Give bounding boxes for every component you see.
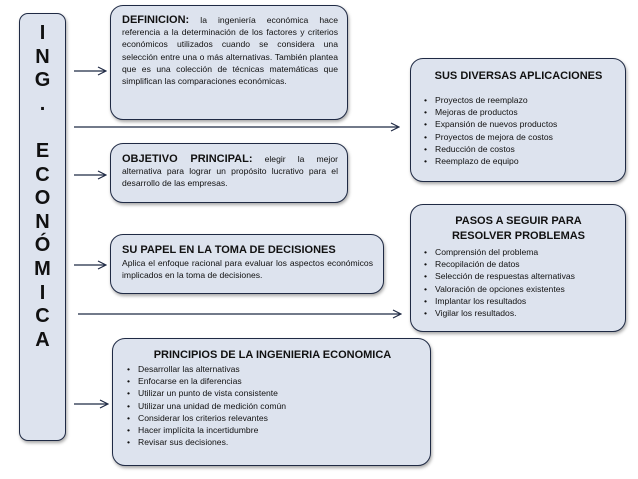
title-letter: O [34, 187, 51, 210]
list-item: • Enfocarse en la diferencias [125, 375, 420, 387]
objetivo-title: OBJETIVO PRINCIPAL: [122, 153, 253, 165]
list-item: • Proyectos de reemplazo [422, 94, 615, 106]
title-letter: A [35, 328, 50, 351]
title-letter: N [35, 45, 50, 68]
pasos-title-line2: RESOLVER PROBLEMAS [451, 230, 586, 242]
list-item: • Valoración de opciones existentes [422, 283, 615, 295]
list-item: • Implantar los resultados [422, 295, 615, 307]
title-letter: E [35, 139, 50, 162]
list-item: • Expansión de nuevos productos [422, 118, 615, 130]
title-letter: G [34, 69, 51, 92]
principios-title: PRINCIPIOS DE LA INGENIERIA ECONOMICA [153, 349, 392, 361]
title-letter: N [35, 210, 50, 233]
title-letter: . [39, 92, 46, 115]
papel-text: Aplica el enfoque racional para evaluar los aspectos económicos implicados en la toma de decisiones. [122, 258, 373, 281]
pasos-title-line1: PASOS A SEGUIR PARA [455, 215, 582, 227]
list-item: • Utilizar un punto de vista consistente [125, 387, 420, 399]
list-item: • Hacer implícita la incertidumbre [125, 424, 420, 436]
title-letter: I [39, 281, 46, 304]
aplicaciones-title: SUS DIVERSAS APLICACIONES [434, 70, 603, 82]
list-item: • Reemplazo de equipo [422, 155, 615, 167]
title-letter: Ó [34, 234, 51, 257]
list-item: • Revisar sus decisiones. [125, 436, 420, 448]
list-item: • Proyectos de mejora de costos [422, 131, 615, 143]
title-letter: C [35, 163, 50, 186]
title-letter: I [39, 22, 46, 44]
definicion-text: la ingeniería económica hace referencia a la determinación de los factores y criterios económicos utilizados cuando se considera una selección entre una o más alternativas. También plantea que es una colección de técnicas matemáticas que simplifican las comparaciones económicas. [122, 15, 339, 87]
definicion-title: DEFINICION: [122, 14, 190, 26]
list-item: • Selección de respuestas alternativas [422, 270, 615, 282]
list-item: • Recopilación de datos [422, 258, 615, 270]
list-item: • Considerar los criterios relevantes [125, 412, 420, 424]
papel-title: SU PAPEL EN LA TOMA DE DECISIONES [122, 244, 336, 256]
list-item: • Desarrollar las alternativas [125, 363, 420, 375]
list-item: • Reducción de costos [422, 143, 615, 155]
list-item: • Vigilar los resultados. [422, 307, 615, 319]
list-item: • Mejoras de productos [422, 106, 615, 118]
list-item: • Utilizar una unidad de medición común [125, 400, 420, 412]
title-letter: C [35, 305, 50, 328]
objetivo-text: elegir la mejor alternativa para lograr un propósito lucrativo para el desarrollo de las empresas. [122, 154, 338, 189]
list-item: • Comprensión del problema [422, 246, 615, 258]
title-letter: M [34, 257, 51, 280]
